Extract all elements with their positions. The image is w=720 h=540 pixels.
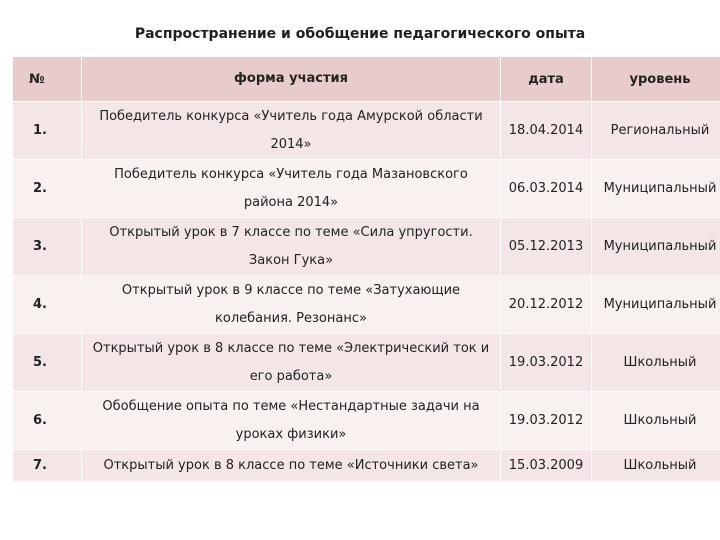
row-level: Муниципальный — [592, 218, 720, 276]
table-row — [13, 392, 720, 450]
row-level: Школьный — [592, 392, 720, 450]
row-level: Муниципальный — [592, 160, 720, 218]
row-form — [82, 276, 501, 334]
row-date: 19.03.2012 — [501, 334, 592, 392]
table-row — [13, 218, 720, 276]
row-form-text: Открытый урок в 8 классе по теме «Электрический ток и его работа» — [92, 340, 490, 384]
header-num: № — [13, 57, 82, 102]
table-row — [13, 450, 720, 482]
table-row — [13, 160, 720, 218]
row-form-text: Победитель конкурса «Учитель года Амурской области 2014» — [99, 108, 483, 152]
header-form: форма участия — [82, 57, 501, 102]
row-date: 06.03.2014 — [501, 160, 592, 218]
row-form-text: Открытый урок в 8 классе по теме «Источники света» — [103, 457, 479, 473]
row-form — [82, 218, 501, 276]
row-form-text: Открытый урок в 9 классе по теме «Затухающие колебания. Резонанс» — [121, 282, 461, 326]
page-title: Распространение и обобщение педагогического опыта — [134, 26, 586, 42]
row-form-text: Обобщение опыта по теме «Нестандартные задачи на уроках физики» — [102, 398, 480, 442]
row-form — [82, 392, 501, 450]
header-date: дата — [501, 57, 592, 102]
row-num: 4. — [13, 276, 82, 334]
table-row — [13, 334, 720, 392]
row-level: Муниципальный — [592, 276, 720, 334]
table-header-row — [13, 57, 720, 102]
row-form — [82, 160, 501, 218]
row-date: 15.03.2009 — [501, 450, 592, 482]
row-num: 7. — [13, 450, 82, 482]
row-level: Школьный — [592, 450, 720, 482]
row-form — [82, 102, 501, 160]
row-num: 6. — [13, 392, 82, 450]
row-level: Региональный — [592, 102, 720, 160]
row-form-text: Открытый урок в 7 классе по теме «Сила упругости. Закон Гука» — [109, 224, 473, 268]
row-num: 1. — [13, 102, 82, 160]
row-date: 05.12.2013 — [501, 218, 592, 276]
row-num: 3. — [13, 218, 82, 276]
table-row — [13, 276, 720, 334]
table-row — [13, 102, 720, 160]
row-level: Школьный — [592, 334, 720, 392]
row-date: 20.12.2012 — [501, 276, 592, 334]
header-level: уровень — [592, 57, 720, 102]
row-num: 5. — [13, 334, 82, 392]
row-date: 19.03.2012 — [501, 392, 592, 450]
row-form — [82, 450, 501, 482]
experience-table — [12, 56, 720, 482]
row-date: 18.04.2014 — [501, 102, 592, 160]
row-num: 2. — [13, 160, 82, 218]
row-form-text: Победитель конкурса «Учитель года Мазановского района 2014» — [114, 166, 468, 210]
row-form — [82, 334, 501, 392]
